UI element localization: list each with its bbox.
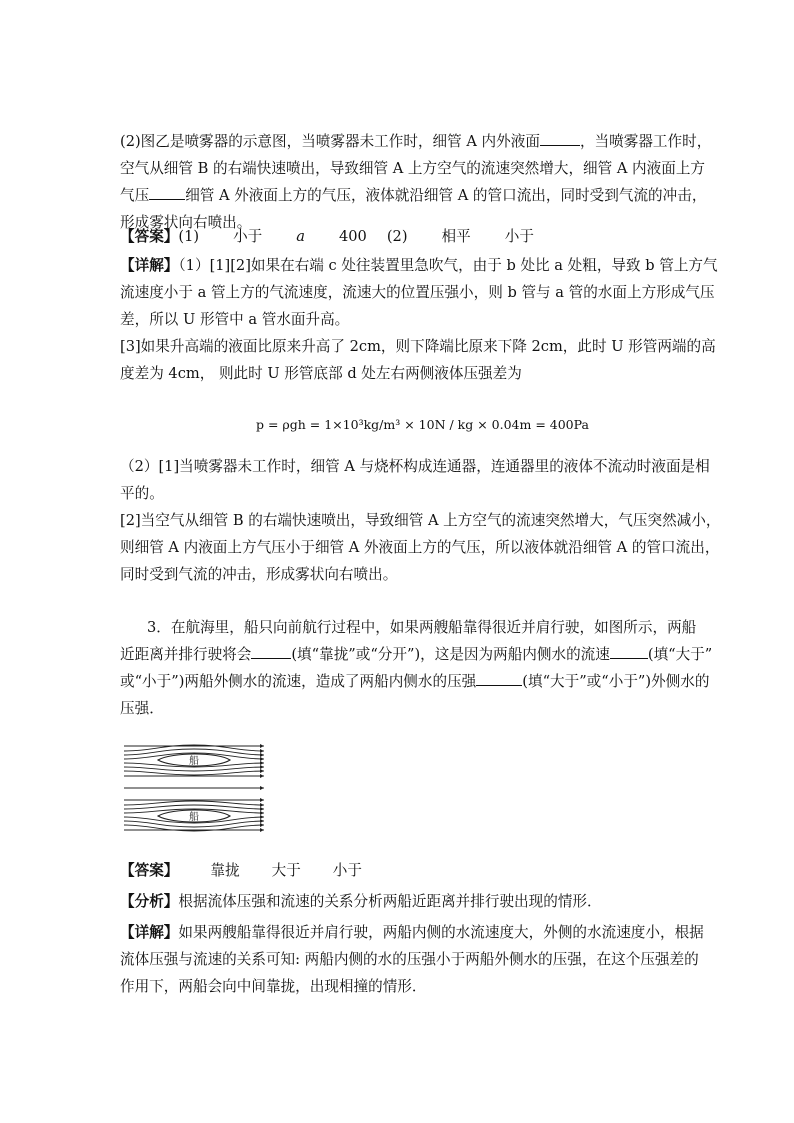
q3-line3-a: 或“小于”)两船外侧水的流速，造成了两船内侧水的压强: [120, 673, 477, 690]
question-3: [120, 614, 713, 722]
detail3-line3: 作用下，两船会向中间靠拢，出现相撞的情形．: [120, 978, 427, 995]
q3-line3-b: (填“大于”或“小于”)外侧水的: [522, 673, 710, 690]
answer-blank[interactable]: [149, 185, 185, 200]
answer-blank[interactable]: [610, 644, 648, 659]
q2-line2: 空气从细管 B 的右端快速喷出，导致细管 A 上方空气的流速突然增大，细管 A 内液面上方: [120, 160, 706, 177]
answer-1: [120, 223, 680, 250]
q3-line2-a: 近距离并排行驶将会: [120, 646, 252, 663]
answer-item: 靠拢: [210, 862, 240, 879]
analysis3-text: 根据流体压强和流速的关系分析两船近距离并排行驶出现的情形．: [178, 893, 602, 910]
q2-line3-b: 细管 A 外液面上方的气压，液体就沿细管 A 的管口流出，同时受到气流的冲击，: [185, 187, 707, 204]
analysis-3: [120, 888, 680, 915]
detail-1-cont: [120, 453, 721, 588]
detail-3: [120, 919, 704, 1000]
answer-item: 小于: [504, 228, 534, 245]
q2-line1-a: (2)图乙是喷雾器的示意图，当喷雾器未工作时，细管 A 内外液面: [120, 133, 540, 150]
question-2-text: [120, 128, 712, 236]
q3-line2-b: (填“靠拢”或“分开”)，这是因为两船内侧水的流速: [291, 646, 610, 663]
detail1-line2: 流速度小于 a 管上方的气流速度，流速大的位置压强小，则 b 管与 a 管的水面上方形成气压: [120, 284, 715, 301]
detail3-line2: 流体压强与流速的关系可知: 两船内侧的水的压强小于两船外侧水的压强，在这个压强差的: [120, 951, 699, 968]
q3-line4: 压强．: [120, 700, 164, 717]
detail-label: 【详解】: [120, 257, 179, 274]
q2-line4: 形成雾状向右喷出。: [120, 214, 252, 231]
answer-blank[interactable]: [476, 671, 522, 686]
answer-label: 【答案】: [120, 862, 179, 879]
detail1-line5: 度差为 4cm， 则此时 U 形管底部 d 处左右两侧液体压强差为: [120, 365, 522, 382]
answer-item: 小于: [332, 862, 362, 879]
detail1-line1: （1）[1][2]如果在右端 c 处往装置里急吹气，由于 b 处比 a 处粗，导致 b 管上方气: [178, 257, 718, 274]
boat-label-bottom: 船: [189, 812, 199, 823]
answer-item: 小于: [233, 228, 263, 245]
detail3-line1: 如果两艘船靠得很近并肩行驶，两船内侧的水流速度大，外侧的水流速度小，根据: [178, 924, 704, 941]
answer-item: 大于: [271, 862, 301, 879]
answer-blank[interactable]: [251, 644, 291, 659]
answer-item: (2): [386, 228, 408, 245]
answer-label: 【答案】: [120, 228, 179, 245]
boat-label-top: 船: [189, 756, 199, 767]
answer-item: 400: [338, 228, 367, 245]
detail1-line9: 则细管 A 内液面上方气压小于细管 A 外液面上方的气压，所以液体就沿细管 A 的管口流出，: [120, 539, 720, 556]
detail1-line6: （2）[1]当喷雾器未工作时，细管 A 与烧杯构成连通器，连通器里的液体不流动时液面是相: [120, 458, 710, 475]
detail-label: 【详解】: [120, 924, 179, 941]
detail1-line3: 差，所以 U 形管中 a 管水面升高。: [120, 311, 350, 328]
q2-line3-a: 气压: [120, 187, 150, 204]
detail1-line4: [3]如果升高端的液面比原来升高了 2cm，则下降端比原来下降 2cm，此时 U 形管两端的高: [120, 338, 716, 355]
detail-1: [120, 252, 718, 387]
answer-3: [120, 857, 680, 884]
answer-item: (1): [178, 228, 200, 245]
two-boats-flow-diagram: [122, 743, 266, 833]
detail1-line7: 平的。: [120, 485, 164, 502]
q3-line1: 3．在航海里，船只向前航行过程中，如果两艘船靠得很近并肩行驶，如图所示，两船: [147, 619, 697, 636]
detail1-line10: 同时受到气流的冲击，形成雾状向右喷出。: [120, 566, 398, 583]
answer-item: 相平: [441, 228, 471, 245]
answer-item: a: [296, 228, 305, 245]
q2-line1-b: ，当喷雾器工作时，: [579, 133, 712, 150]
pressure-formula: p = ρgh = 1×10³kg/m³ × 10N / kg × 0.04m = 400Pa: [256, 417, 589, 432]
detail1-line8: [2]当空气从细管 B 的右端快速喷出，导致细管 A 上方空气的流速突然增大，气压突然减小，: [120, 512, 721, 529]
analysis-label: 【分析】: [120, 893, 179, 910]
answer-blank[interactable]: [540, 131, 580, 146]
q3-line2-c: (填“大于”: [647, 646, 713, 663]
